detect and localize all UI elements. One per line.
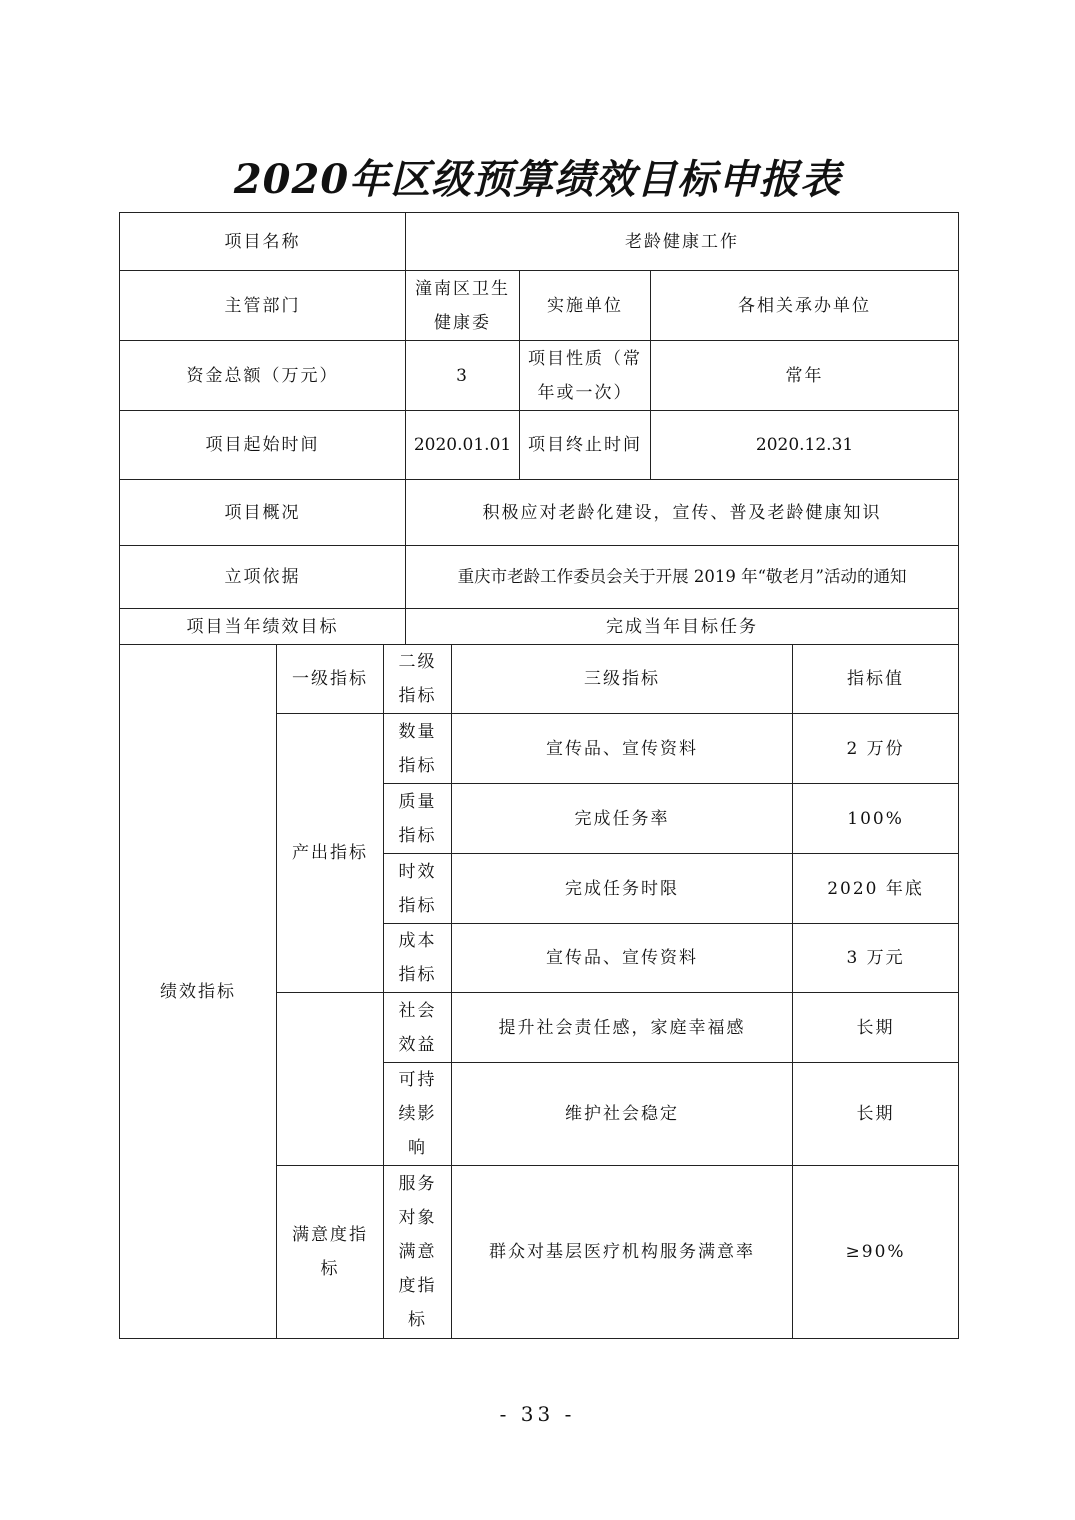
budget-table (119, 212, 959, 1339)
nature-label: 项目性质（常年或一次） (520, 341, 651, 411)
level2-cell: 数量指标 (384, 714, 452, 784)
level3-cell: 完成任务时限 (452, 854, 793, 924)
start-value: 2020.01.01 (406, 411, 520, 480)
funds-label: 资金总额（万元） (120, 341, 406, 411)
level3-cell: 宣传品、宣传资料 (452, 924, 793, 993)
performance-indicators-label: 绩效指标 (120, 645, 277, 1339)
project-name-value: 老龄健康工作 (406, 213, 959, 271)
end-value: 2020.12.31 (651, 411, 959, 480)
end-label: 项目终止时间 (520, 411, 651, 480)
table-row (120, 609, 959, 645)
level2-cell: 成本指标 (384, 924, 452, 993)
value-cell: 2 万份 (793, 714, 959, 784)
level3-cell: 群众对基层医疗机构服务满意率 (452, 1166, 793, 1339)
basis-label: 立项依据 (120, 546, 406, 609)
overview-label: 项目概况 (120, 480, 406, 546)
table-row (120, 480, 959, 546)
page-title: 2020年区级预算绩效目标申报表 (233, 156, 842, 203)
level1-output: 产出指标 (277, 714, 384, 993)
goal-value: 完成当年目标任务 (406, 609, 959, 645)
dept-value: 潼南区卫生健康委 (406, 271, 520, 341)
level2-cell: 时效指标 (384, 854, 452, 924)
project-name-label: 项目名称 (120, 213, 406, 271)
value-cell: 长期 (793, 993, 959, 1063)
impl-label: 实施单位 (520, 271, 651, 341)
level2-cell: 服务对象满意度指标 (384, 1166, 452, 1339)
level1-satisfaction: 满意度指标 (277, 1166, 384, 1339)
table-row (120, 271, 959, 341)
value-cell: 100% (793, 784, 959, 854)
header-level1: 一级指标 (277, 645, 384, 714)
value-cell: 3 万元 (793, 924, 959, 993)
level3-cell: 完成任务率 (452, 784, 793, 854)
level2-cell: 可持续影响 (384, 1063, 452, 1166)
header-level2: 二级指标 (384, 645, 452, 714)
level2-cell: 社会效益 (384, 993, 452, 1063)
page-number: - 33 - (499, 1402, 576, 1426)
header-level3: 三级指标 (452, 645, 793, 714)
level2-cell: 质量指标 (384, 784, 452, 854)
impl-value: 各相关承办单位 (651, 271, 959, 341)
table-row (120, 411, 959, 480)
level3-cell: 维护社会稳定 (452, 1063, 793, 1166)
table-row (120, 213, 959, 271)
basis-value: 重庆市老龄工作委员会关于开展 2019 年“敬老月”活动的通知 (406, 546, 959, 609)
table-row (120, 645, 959, 714)
overview-value: 积极应对老龄化建设，宣传、普及老龄健康知识 (406, 480, 959, 546)
table-row (120, 546, 959, 609)
start-label: 项目起始时间 (120, 411, 406, 480)
value-cell: 2020 年底 (793, 854, 959, 924)
table-row (120, 341, 959, 411)
level1-effect (277, 993, 384, 1166)
level3-cell: 宣传品、宣传资料 (452, 714, 793, 784)
nature-value: 常年 (651, 341, 959, 411)
header-value: 指标值 (793, 645, 959, 714)
goal-label: 项目当年绩效目标 (120, 609, 406, 645)
value-cell: ≥90% (793, 1166, 959, 1339)
funds-value: 3 (406, 341, 520, 411)
level3-cell: 提升社会责任感，家庭幸福感 (452, 993, 793, 1063)
value-cell: 长期 (793, 1063, 959, 1166)
dept-label: 主管部门 (120, 271, 406, 341)
